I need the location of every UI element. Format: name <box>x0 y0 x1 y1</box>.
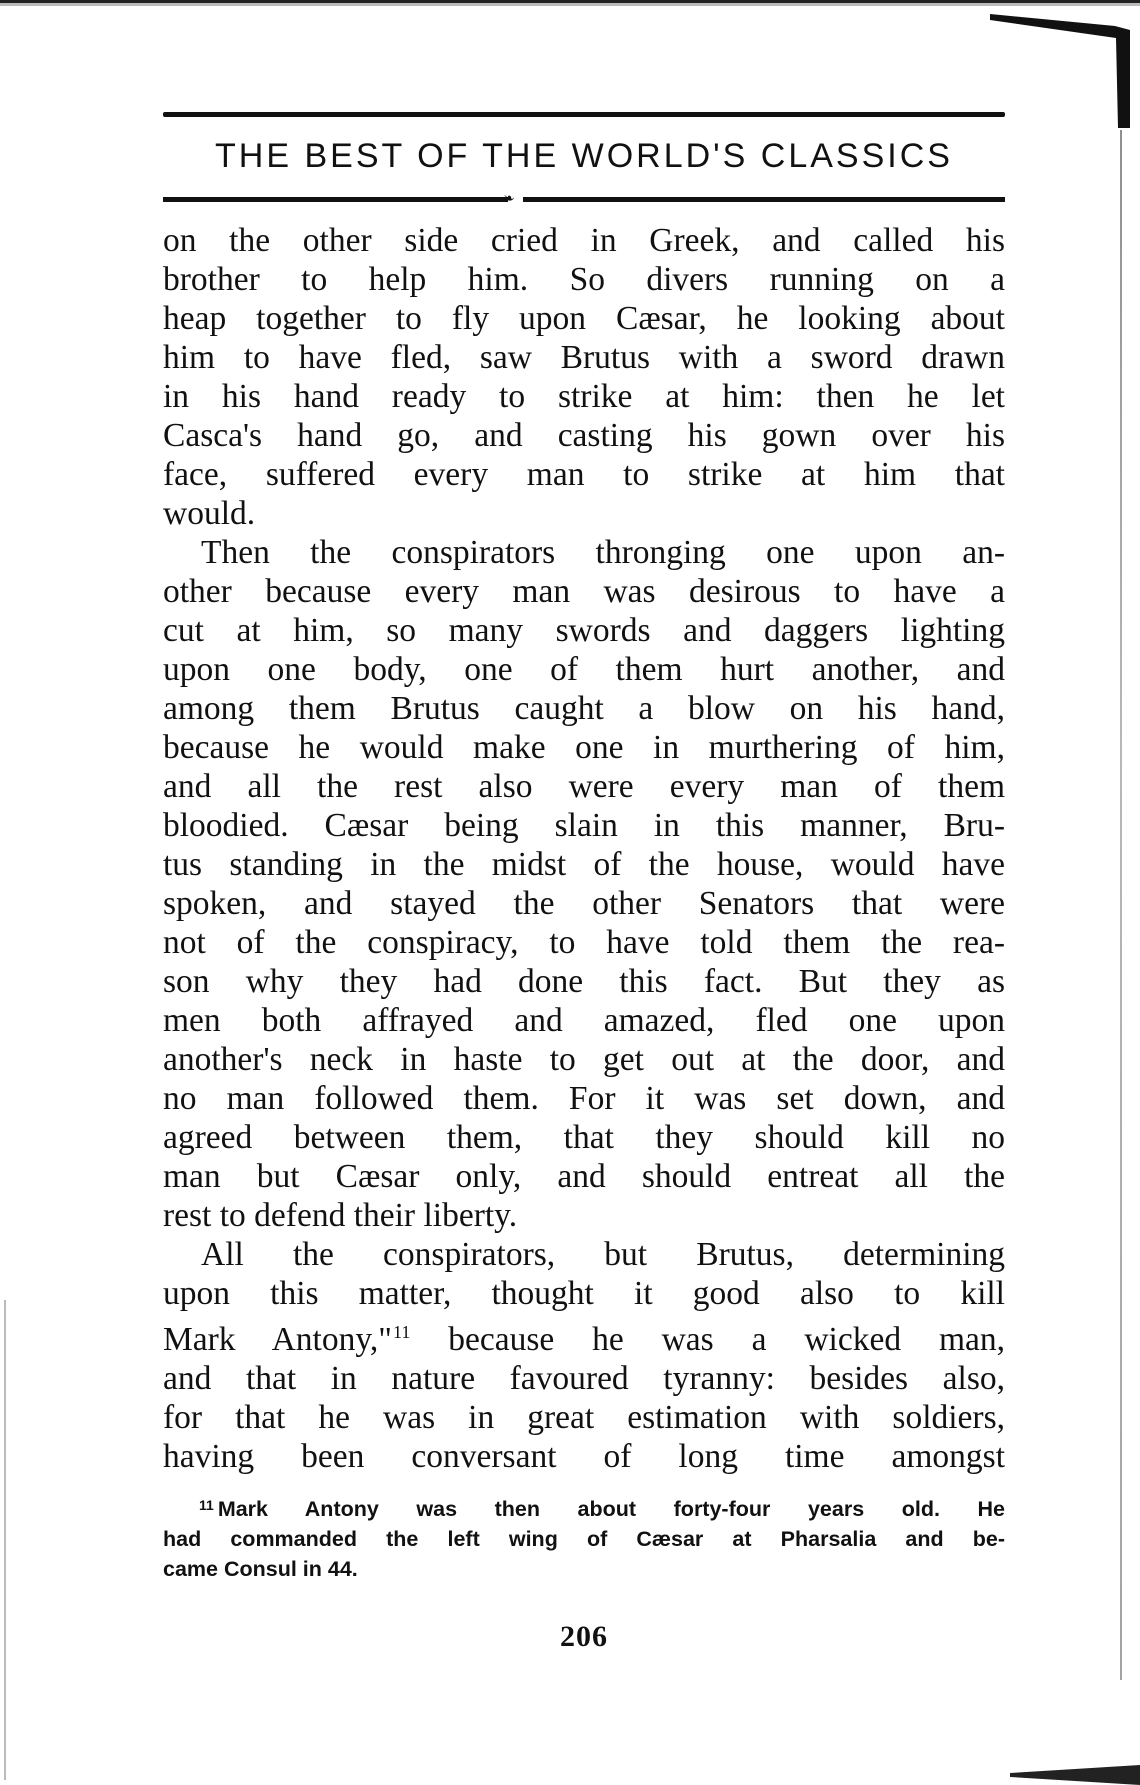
ornamental-rule-left <box>163 197 508 202</box>
text-line: face, suffered every man to strike at him that <box>163 456 1005 493</box>
text-line: brother to help him. So divers running on a <box>163 261 1005 298</box>
scan-top-edge <box>0 0 1140 6</box>
ornamental-rule-right <box>523 197 1005 202</box>
text-line: man but Cæsar only, and should entreat all the <box>163 1158 1005 1195</box>
scan-left-edge <box>4 1300 6 1780</box>
footnote <box>163 1490 1005 1584</box>
paragraph-2 <box>163 533 1005 1235</box>
footnote-marker: 11 <box>199 1497 214 1513</box>
text-line: Then the conspirators thronging one upon an- <box>201 534 1005 571</box>
footnote-line <box>163 1490 1005 1524</box>
text-line: other because every man was desirous to have a <box>163 573 1005 610</box>
top-rule <box>163 112 1005 117</box>
paragraph-3 <box>163 1235 1005 1476</box>
scan-right-edge <box>1120 130 1122 1680</box>
text-line: tus standing in the midst of the house, would have <box>163 846 1005 883</box>
footnote-line: had commanded the left wing of Cæsar at Pharsalia and be- <box>163 1527 1005 1551</box>
text-line: spoken, and stayed the other Senators that were <box>163 885 1005 922</box>
text-line: upon one body, one of them hurt another, and <box>163 651 1005 688</box>
text-line: and all the rest also were every man of them <box>163 768 1005 805</box>
text-line: among them Brutus caught a blow on his hand, <box>163 690 1005 727</box>
text-line: another's neck in haste to get out at the door, and <box>163 1041 1005 1078</box>
scan-bottom-shadow <box>1000 1765 1140 1785</box>
scan-corner-shadow <box>990 8 1140 128</box>
text-segment: because he was a wicked man, <box>410 1321 1006 1358</box>
text-line: All the conspirators, but Brutus, determining <box>201 1236 1005 1273</box>
text-line: men both affrayed and amazed, fled one upon <box>163 1002 1005 1039</box>
text-line: bloodied. Cæsar being slain in this manner, Bru- <box>163 807 1005 844</box>
footnote-text: Mark Antony was then about forty-four years old. He <box>217 1497 1005 1521</box>
text-line: having been conversant of long time amongst <box>163 1438 1005 1475</box>
ornamental-rule <box>163 192 1005 207</box>
paragraph-1 <box>163 221 1005 533</box>
text-line: agreed between them, that they should kill no <box>163 1119 1005 1156</box>
flourish-ornament: ❧ <box>503 192 515 207</box>
text-line: upon this matter, thought it good also to kill <box>163 1275 1005 1312</box>
text-line: not of the conspiracy, to have told them the rea- <box>163 924 1005 961</box>
body-text <box>163 221 1005 1476</box>
book-page <box>163 112 1005 1654</box>
text-line: because he would make one in murthering of him, <box>163 729 1005 766</box>
text-line: him to have fled, saw Brutus with a sword drawn <box>163 339 1005 376</box>
text-line: would. <box>163 495 256 532</box>
page-number: 206 <box>560 1620 608 1653</box>
text-line: son why they had done this fact. But they as <box>163 963 1005 1000</box>
text-segment: Mark Antony," <box>163 1321 392 1358</box>
text-line: on the other side cried in Greek, and called his <box>163 222 1005 259</box>
text-line: rest to defend their liberty. <box>163 1197 518 1234</box>
text-line: no man followed them. For it was set down, and <box>163 1080 1005 1117</box>
text-line: and that in nature favoured tyranny: besides also, <box>163 1360 1005 1397</box>
text-line: for that he was in great estimation with soldiers, <box>163 1399 1005 1436</box>
footnote-line: came Consul in 44. <box>163 1557 358 1581</box>
running-head: THE BEST OF THE WORLD'S CLASSICS <box>215 137 953 175</box>
text-line: heap together to fly upon Cæsar, he looking about <box>163 300 1005 337</box>
text-line: Casca's hand go, and casting his gown over his <box>163 417 1005 454</box>
text-line-with-footnote-ref <box>163 1313 1005 1359</box>
text-line: in his hand ready to strike at him: then he let <box>163 378 1005 415</box>
text-line: cut at him, so many swords and daggers lighting <box>163 612 1005 649</box>
footnote-reference[interactable]: 11 <box>392 1322 411 1342</box>
